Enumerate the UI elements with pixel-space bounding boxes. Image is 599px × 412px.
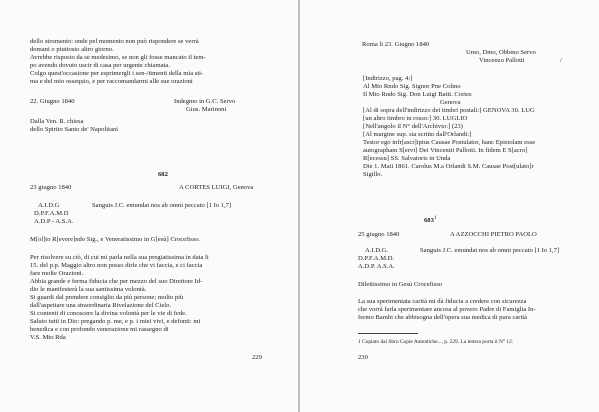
archival-note: [un altro timbro in rosso:] 30. LUGLIO	[363, 115, 468, 122]
right-page	[300, 0, 599, 412]
body-line: dall'aspettare una straordinaria Rivelazione del Cielo.	[30, 302, 172, 309]
body-line: Abbia grande e ferma fiducia che per mezzo del suo Direttore Id-	[30, 278, 203, 285]
letter-date: Roma li 23. Giugno 1840	[362, 41, 430, 48]
sanguis-line: Sanguis J.C. emundat nos ab omni peccato [1 Io 1,7]	[92, 202, 232, 209]
body-line: V.S. Mto Rda	[30, 334, 66, 341]
archival-note: Il Mto Rndo Sig. Don Luigi Batti. Cortes	[363, 91, 472, 98]
footnote-rule	[358, 333, 418, 334]
invocation-line: D.P.F.A.M.D.	[358, 255, 395, 262]
closing-formula: Indegmo in G.C. Servo	[174, 98, 236, 105]
body-line: fermo Bambi che abbisogna dell'opera sua medica di pura carità	[358, 314, 528, 321]
intro-line: ma e del mio ossequio, e per raccomandarmi alle sue orazioni	[30, 78, 193, 85]
archival-note: [Al margine sup. sta scritto dall'Orlandi:]	[363, 131, 472, 138]
recipient: A CORTES LUIGI, Genova	[179, 184, 254, 191]
letter-number: 682	[158, 171, 168, 178]
archival-note: [Al di sopra dell'indirizzo dei timbri postali:] GENOVA 30. LUG	[363, 107, 535, 114]
body-line: 15. del p.p. Maggio altro non posso dirle che vi faccia, e ci faccia	[30, 262, 203, 269]
body-line: Si guardi dal prendere consiglio da più persone; molto più	[30, 294, 184, 301]
sanguis-line: Sanguis J.C. emundat nos ab omni peccato [1 Io 1,7]	[420, 247, 560, 254]
body-line: che vorrà farla sperimentare ancora al povero Padre di Famiglia In-	[358, 306, 536, 313]
archival-note: Testor ego infr[ascr]iptus Causae Postulator, hanc Epistolam esse	[363, 139, 536, 146]
body-line: La sua sperimentata carità mi dà fiducia a credere con sicurezza	[358, 298, 527, 305]
footnote-ref: 1	[433, 215, 437, 221]
letter-date: 23 giugno 1840	[30, 184, 72, 191]
slash-mark: /	[560, 57, 562, 64]
letter-date: 22. Giugno 1840	[30, 98, 75, 105]
invocation-line: A.I.D.G.	[365, 247, 389, 254]
archival-note: R[ecessu] SS. Salvatoris in Unda	[363, 155, 451, 162]
intro-line: Colgo quest'occasione per esprimergli i sen-/timenti della mia sti-	[30, 70, 204, 77]
page-number: 229	[252, 354, 262, 361]
intro-line: Avrebbe risposto da se medesimo, se non gli fosse mancato il tem-	[30, 54, 206, 61]
archival-note: Sigillo.	[363, 171, 383, 178]
salutation: Dilettissimo in Gesù Crocefisso	[358, 281, 443, 288]
invocation-line: A.I.D.G	[38, 202, 60, 209]
from-line: Dalla Ven. R. chiesa	[30, 118, 84, 125]
archival-note: Die 1. Maii 1861. Carolus M.a Orlandi S.M. Causae Post[ulato]r	[363, 163, 534, 170]
invocation-line: A.D.P. A.S.A.	[358, 263, 395, 270]
recipient: A AZZOCCHI PIETRO PAOLO	[450, 231, 537, 238]
page-number: 230	[358, 354, 368, 361]
intro-line: po avendo dovuto uscir di casa per urgente chiamata.	[30, 62, 170, 69]
body-line: Per risolvere su ciò, di cui mi parla nella sua pregiatissima in data li	[30, 254, 209, 261]
body-line: dio le manifesterà la sua santissima volontà.	[30, 286, 147, 293]
body-line: fare molte Orazioni.	[30, 270, 84, 277]
body-line: Saluto tutti in Dio: pregando p. me, e p. i miei vivi, e defonti: mi	[30, 318, 201, 325]
intro-line: dello stromento: onde pel momento non può rispondere se verrà	[30, 38, 199, 45]
body-line: Si contenti di conoscere la divina volontà per le vie di fede.	[30, 310, 187, 317]
body-line: benedica e con profondo venerazione mi rassegno di	[30, 326, 169, 333]
letter-date: 25 giugno 1840	[358, 231, 400, 238]
invocation-line: D.P.F.A.M.D	[34, 210, 69, 217]
intro-line: domani o piuttosto altro giorno.	[30, 46, 114, 53]
archival-note: autographam S[ervi] Dei Vincentii Pallotti. In fidem E S[acro]	[363, 147, 528, 154]
signature: Vincenzo Pallotti	[479, 57, 525, 64]
archival-note: Al Mto Rndo Sig. Signor Pne Colmo	[363, 83, 461, 90]
salutation: M[ol]to R[evere]ndo Sig., e Veneratissimo in G[esù] Crocefisso.	[30, 236, 201, 243]
footnote: 1 Copiato dal libro Copie Autentiche..., p. 229. La lettera porta il N° 12.	[358, 339, 514, 345]
left-page	[0, 0, 298, 412]
archival-note: [Indirizzo, pag. 4:]	[363, 75, 413, 82]
letter-number: $683^1$	[424, 215, 437, 225]
closing-formula: Umo, Dmo, Obbmo Servo	[466, 49, 536, 56]
invocation-line: A.D.P - A.S.A.	[34, 218, 74, 225]
archival-note: Genova	[440, 99, 461, 106]
signature: Gius. Marinoni	[186, 106, 227, 113]
archival-note: [Nell'angolo il N° dell'Archivio:] (23)	[363, 123, 463, 130]
from-line: dello Spirito Santo de' Napolitani	[30, 126, 118, 133]
